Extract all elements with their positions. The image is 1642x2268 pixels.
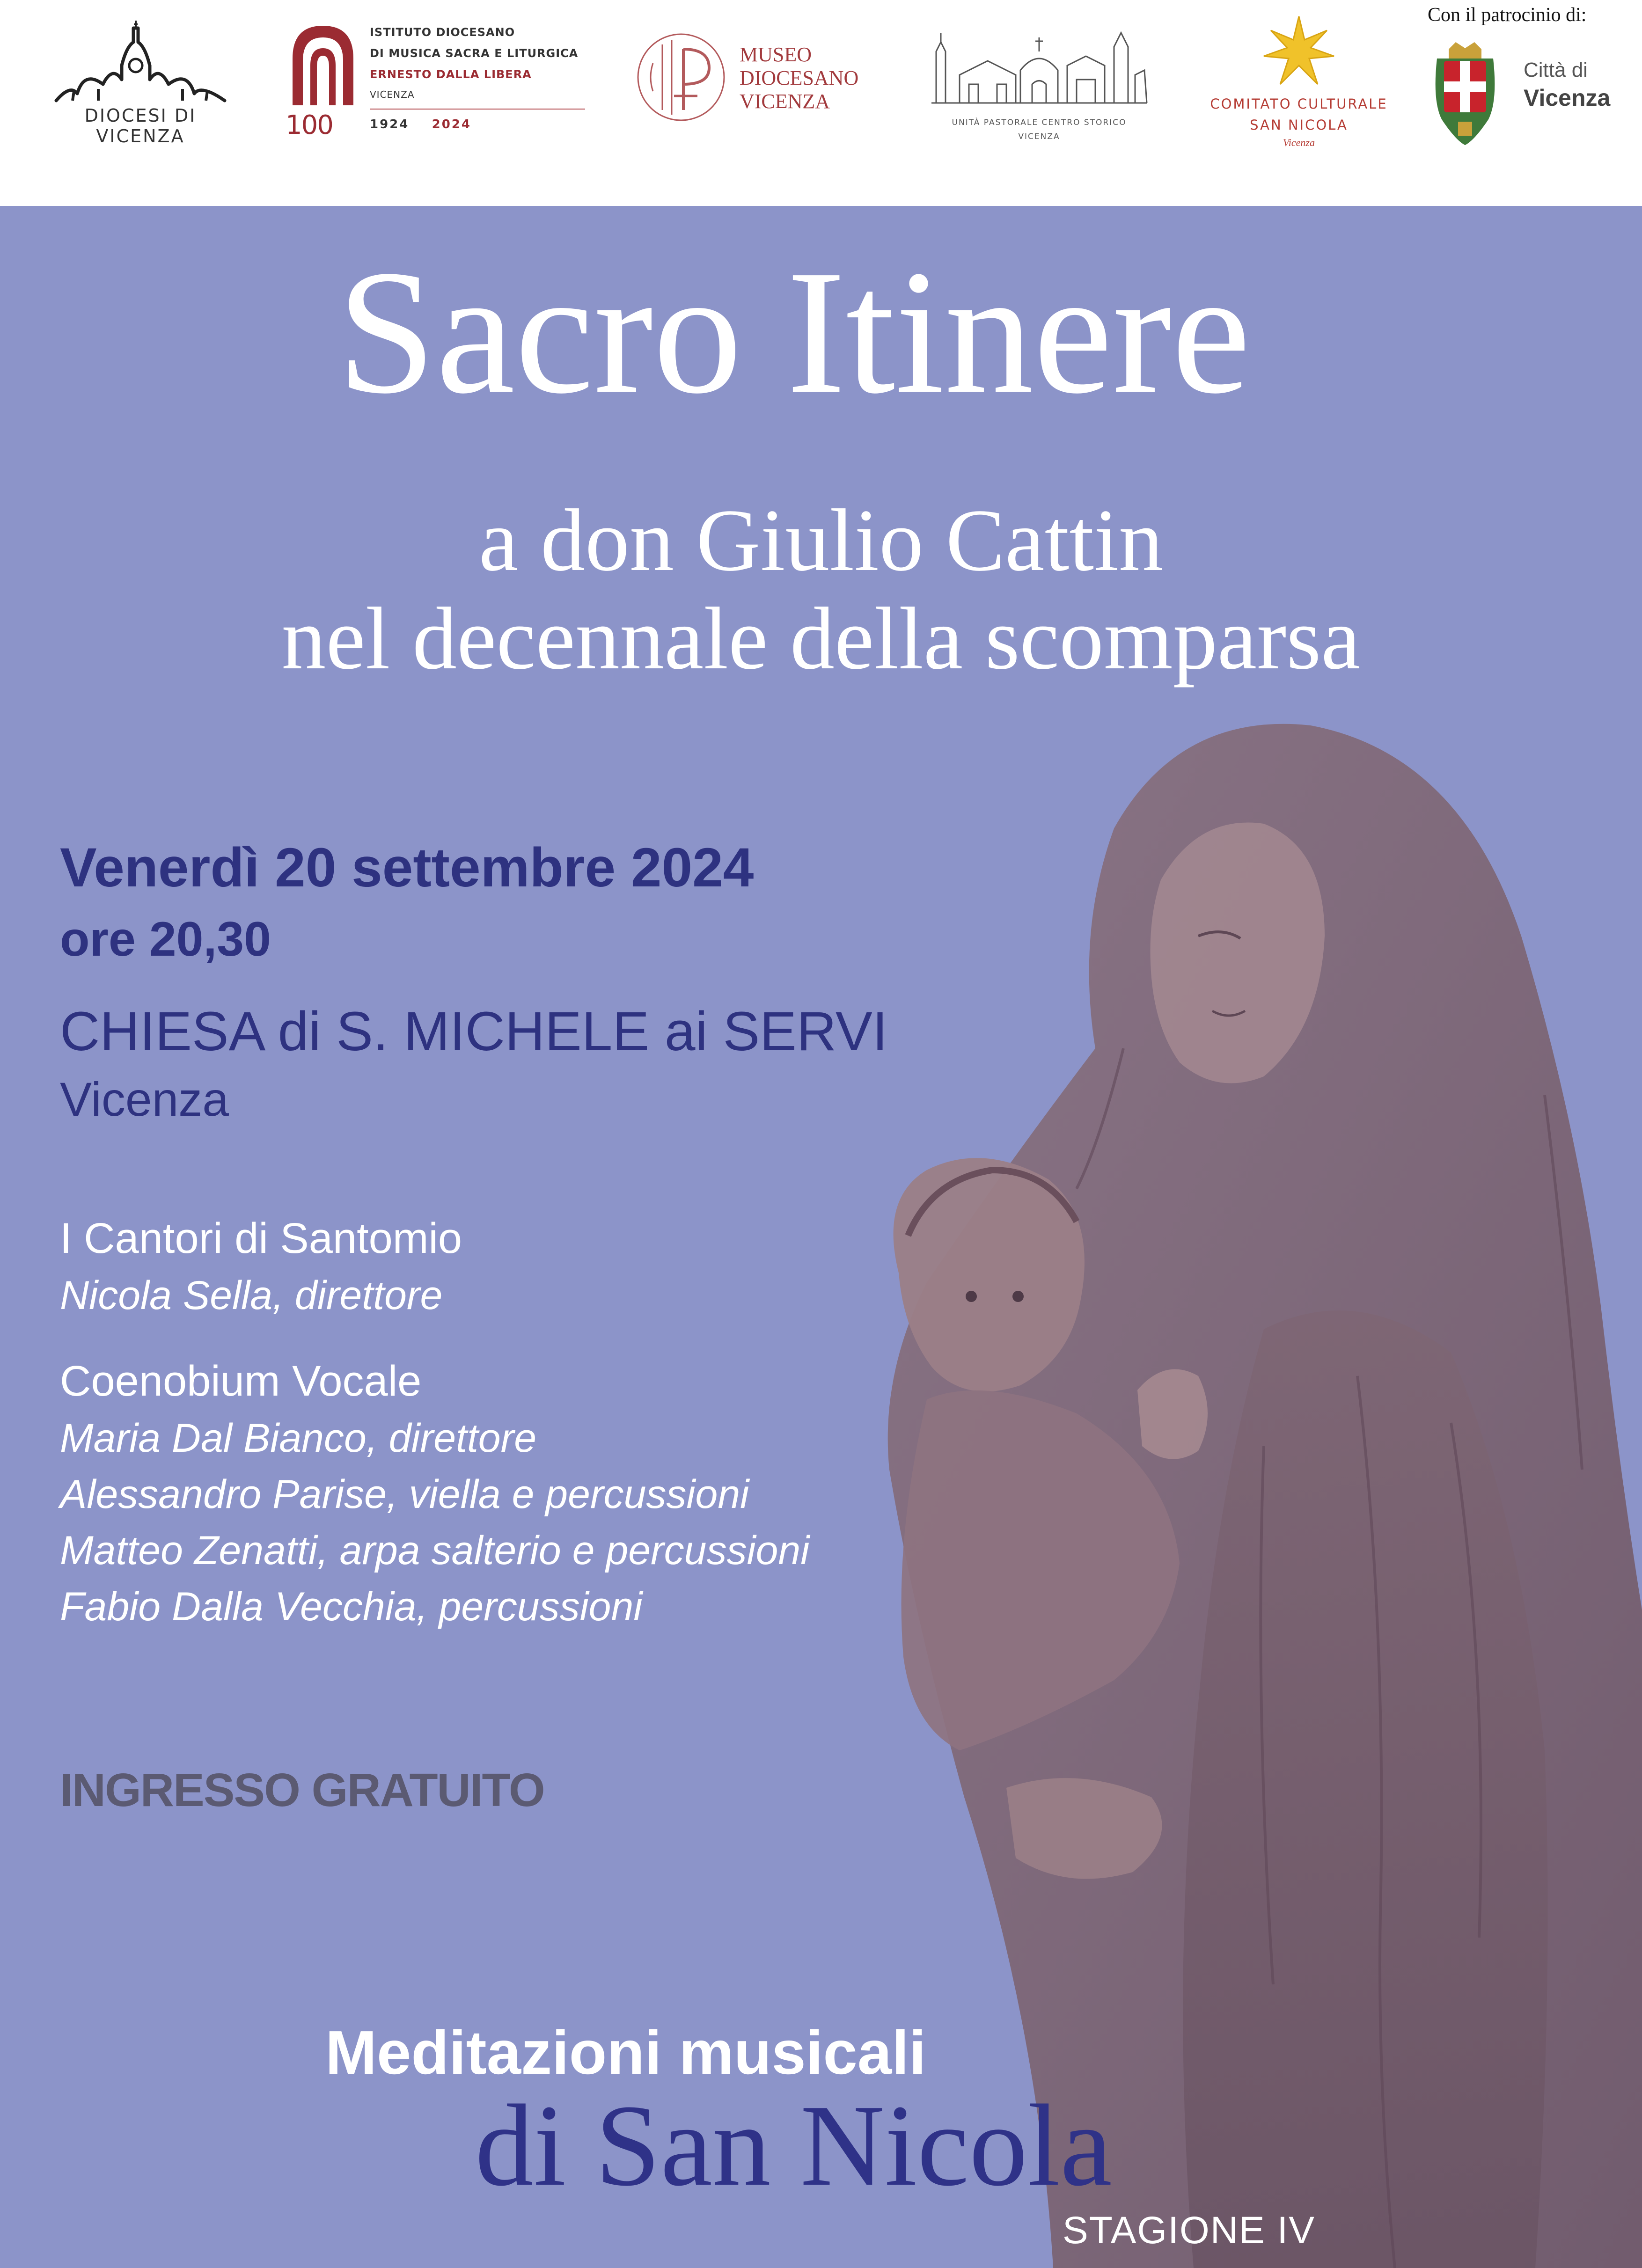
citta-line-1: Città di: [1524, 59, 1588, 81]
venue-name: CHIESA di S. MICHELE ai SERVI: [60, 1001, 888, 1062]
museo-logo: [634, 28, 878, 131]
comitato-city: Vicenza: [1283, 137, 1315, 148]
venue-city: Vicenza: [60, 1073, 229, 1126]
dedication-line-1: a don Giulio Cattin: [479, 491, 1163, 590]
ensemble-2-member: Maria Dal Bianco, direttore: [60, 1416, 537, 1461]
ensemble-1-director: Nicola Sella, direttore: [60, 1273, 443, 1318]
sponsor-logo-strip: [0, 0, 1642, 206]
museo-line-1: MUSEO: [740, 43, 812, 66]
museo-monogram-icon: [634, 30, 728, 124]
istituto-line-4: VICENZA: [370, 89, 415, 100]
istituto-line-3: ERNESTO DALLA LIBERA: [370, 68, 532, 81]
churches-skyline-icon: [927, 19, 1151, 112]
series-name: di San Nicola: [475, 2081, 1112, 2210]
patronage-label: Con il patrocinio di:: [1428, 4, 1587, 26]
istituto-line-2: DI MUSICA SACRA E LITURGICA: [370, 47, 579, 60]
event-title: Sacro Itinere: [337, 234, 1251, 431]
ensemble-1-name: I Cantori di Santomio: [60, 1214, 462, 1262]
ensemble-2-member: Fabio Dalla Vecchia, percussioni: [60, 1584, 643, 1629]
arch-icon: [288, 21, 358, 110]
citta-vicenza-logo: [1423, 40, 1634, 152]
istituto-line-1: ISTITUTO DIOCESANO: [370, 26, 515, 39]
unita-pastorale-logo: [927, 14, 1156, 150]
event-date: Venerdì 20 settembre 2024: [60, 837, 754, 899]
unita-line-1: UNITÀ PASTORALE CENTRO STORICO: [952, 118, 1127, 127]
anniversary-number: 100: [286, 110, 333, 140]
years-end: 2024: [432, 117, 471, 132]
comitato-logo: [1196, 14, 1402, 150]
unita-line-2: VICENZA: [1018, 132, 1060, 141]
istituto-rule: [370, 109, 585, 110]
poster-body: [0, 206, 1642, 2268]
comitato-line-2: SAN NICOLA: [1250, 117, 1348, 133]
event-time: ore 20,30: [60, 912, 271, 966]
series-heading: Meditazioni musicali: [325, 2018, 926, 2087]
ensemble-2-member: Matteo Zenatti, arpa salterio e percussioni: [60, 1528, 810, 1573]
years-start: 1924: [370, 117, 410, 132]
museo-line-2: DIOCESANO: [740, 66, 859, 89]
admission-label: INGRESSO GRATUITO: [60, 1764, 544, 1816]
dedication-line-2: nel decennale della scomparsa: [281, 590, 1361, 688]
diocesi-name: DIOCESI DI VICENZA: [84, 105, 197, 146]
ensemble-2-member: Alessandro Parise, viella e percussioni: [60, 1472, 749, 1517]
museo-line-3: VICENZA: [740, 90, 830, 113]
diocesi-skyline-icon: [51, 14, 229, 108]
istituto-logo: [286, 21, 585, 138]
star-icon: [1261, 14, 1336, 89]
citta-line-2: Vicenza: [1524, 85, 1611, 111]
diocesi-logo: [51, 14, 229, 146]
series-season: STAGIONE IV: [1063, 2209, 1315, 2252]
comitato-line-1: COMITATO CULTURALE: [1210, 96, 1388, 112]
ensemble-2-name: Coenobium Vocale: [60, 1357, 422, 1405]
istituto-years: [370, 117, 471, 132]
coat-of-arms-icon: [1423, 40, 1507, 147]
